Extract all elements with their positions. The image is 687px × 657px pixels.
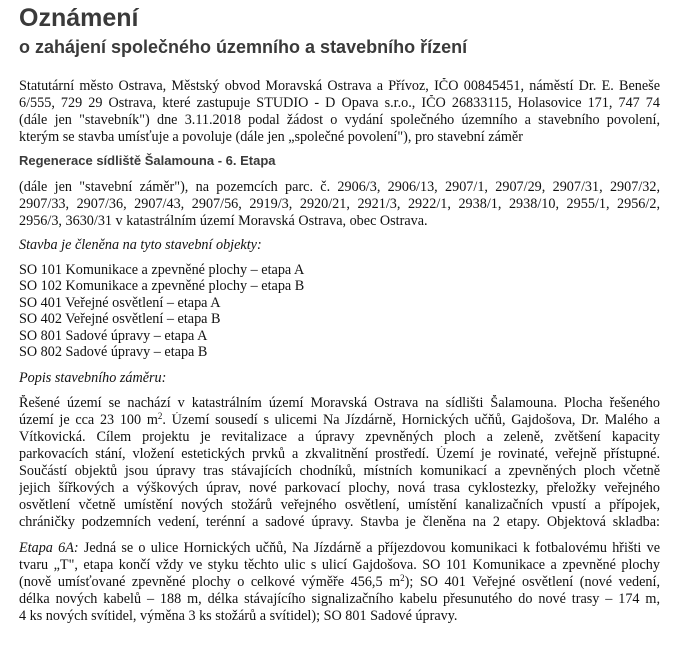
etapa-line: Etapa 6A: Jedná se o ulice Hornických učňů, Na Jízdárně a příjezdovou komunikaci k fotbalovému hřišti ve [19,540,660,556]
etapa-label: Etapa 6A: [19,540,79,556]
description-line: parkovacích stání, vložení estetických prvků a zkvalitnění prostředí. Území je rovinaté, veřejně přístupné. [19,446,660,462]
object-item: SO 401 Veřejné osvětlení – etapa A [19,295,221,311]
intro-line: kterým se stavba umísťuje a povoluje (dále jen „společné povolení"), pro stavební záměr [19,129,523,145]
page-subtitle: o zahájení společného územního a stavebního řízení [19,37,468,57]
superscript: 2 [400,574,405,583]
etapa-line: délka nových kabelů – 188 m, délka stávajícího signalizačního kabelu přesunutého do nové trasy – 174 m, [19,591,660,607]
object-item: SO 101 Komunikace a zpevněné plochy – etapa A [19,262,305,278]
objects-heading: Stavba je členěna na tyto stavební objekty: [19,237,262,253]
description-heading: Popis stavebního záměru: [19,370,167,386]
etapa-line: tvaru „T", etapa končí vždy ve styku těchto ulic s ulicí Gajdošova. SO 101 Komunikace a zpevněné plochy [19,557,660,573]
description-line: území je cca 23 100 $m^2$. Území sousedí s ulicemi Na Jízdárně, Hornických učňů, Gajdošova, Dr. Malého a [19,412,660,428]
intro-line: Statutární město Ostrava, Městský obvod Moravská Ostrava a Přívoz, IČO 00845451, náměstí Dr. E. Beneše [19,78,660,94]
object-item: SO 802 Sadové úpravy – etapa B [19,344,208,360]
intro-line: 6/555, 729 29 Ostrava, které zastupuje STUDIO - D Opava s.r.o., IČO 26833115, Holasovice 171, 747 74 [19,95,660,111]
page-title: Oznámení [19,4,139,32]
parcels-line: 2907/33, 2907/36, 2907/43, 2907/56, 2919/3, 2920/21, 2921/3, 2922/1, 2938/1, 2938/10, 2955/1, 2956/2, [19,196,660,212]
etapa-line: (nově umísťované zpevněné plochy o celkové výměře 456,5 $m^2$); SO 401 Veřejné osvětlení (nové vedení, [19,574,660,590]
object-item: SO 402 Veřejné osvětlení – etapa B [19,311,221,327]
description-line: Vítkovická. Cílem projektu je revitalizace a úpravy zpevněných ploch a zeleně, zvětšení kapacity [19,429,660,445]
project-name: Regenerace sídliště Šalamouna - 6. Etapa [19,153,276,168]
parcels-line: (dále jen "stavební záměr"), na pozemcích parc. č. 2906/3, 2906/13, 2907/1, 2907/29, 2907/31, 2907/32, [19,179,660,195]
object-item: SO 102 Komunikace a zpevněné plochy – etapa B [19,278,305,294]
object-item: SO 801 Sadové úpravy – etapa A [19,328,208,344]
etapa-line: 4 ks nových svítidel, výměna 3 ks stožárů a svítidel); SO 801 Sadové úpravy. [19,608,458,624]
description-line: osvětlení včetně umístění nových stožárů veřejného osvětlení, umístění kanalizačních vpustí a přípojek, [19,497,660,513]
parcels-line: 2956/3, 3630/31 v katastrálním území Moravská Ostrava, obec Ostrava. [19,213,428,229]
description-line: Součástí objektů jsou úpravy tras stávajících chodníků, místních komunikací a zpevněných ploch včetně [19,463,660,479]
description-line: jejich šířkových a výškových úprav, nové parkovací plochy, nová trasa cyklostezky, přeložky veřejného [19,480,660,496]
intro-line: (dále jen "stavebník") dne 3.11.2018 podal žádost o vydání společného územního a stavebního povolení, [19,112,660,128]
description-line: Řešené území se nachází v katastrálním území Moravská Ostrava na sídlišti Šalamouna. Plocha řešeného [19,395,660,411]
superscript: 2 [157,412,163,421]
description-line: chráničky podzemních vedení, terénní a sadové úpravy. Stavba je členěna na 2 etapy. Objektová skladba: [19,514,660,530]
